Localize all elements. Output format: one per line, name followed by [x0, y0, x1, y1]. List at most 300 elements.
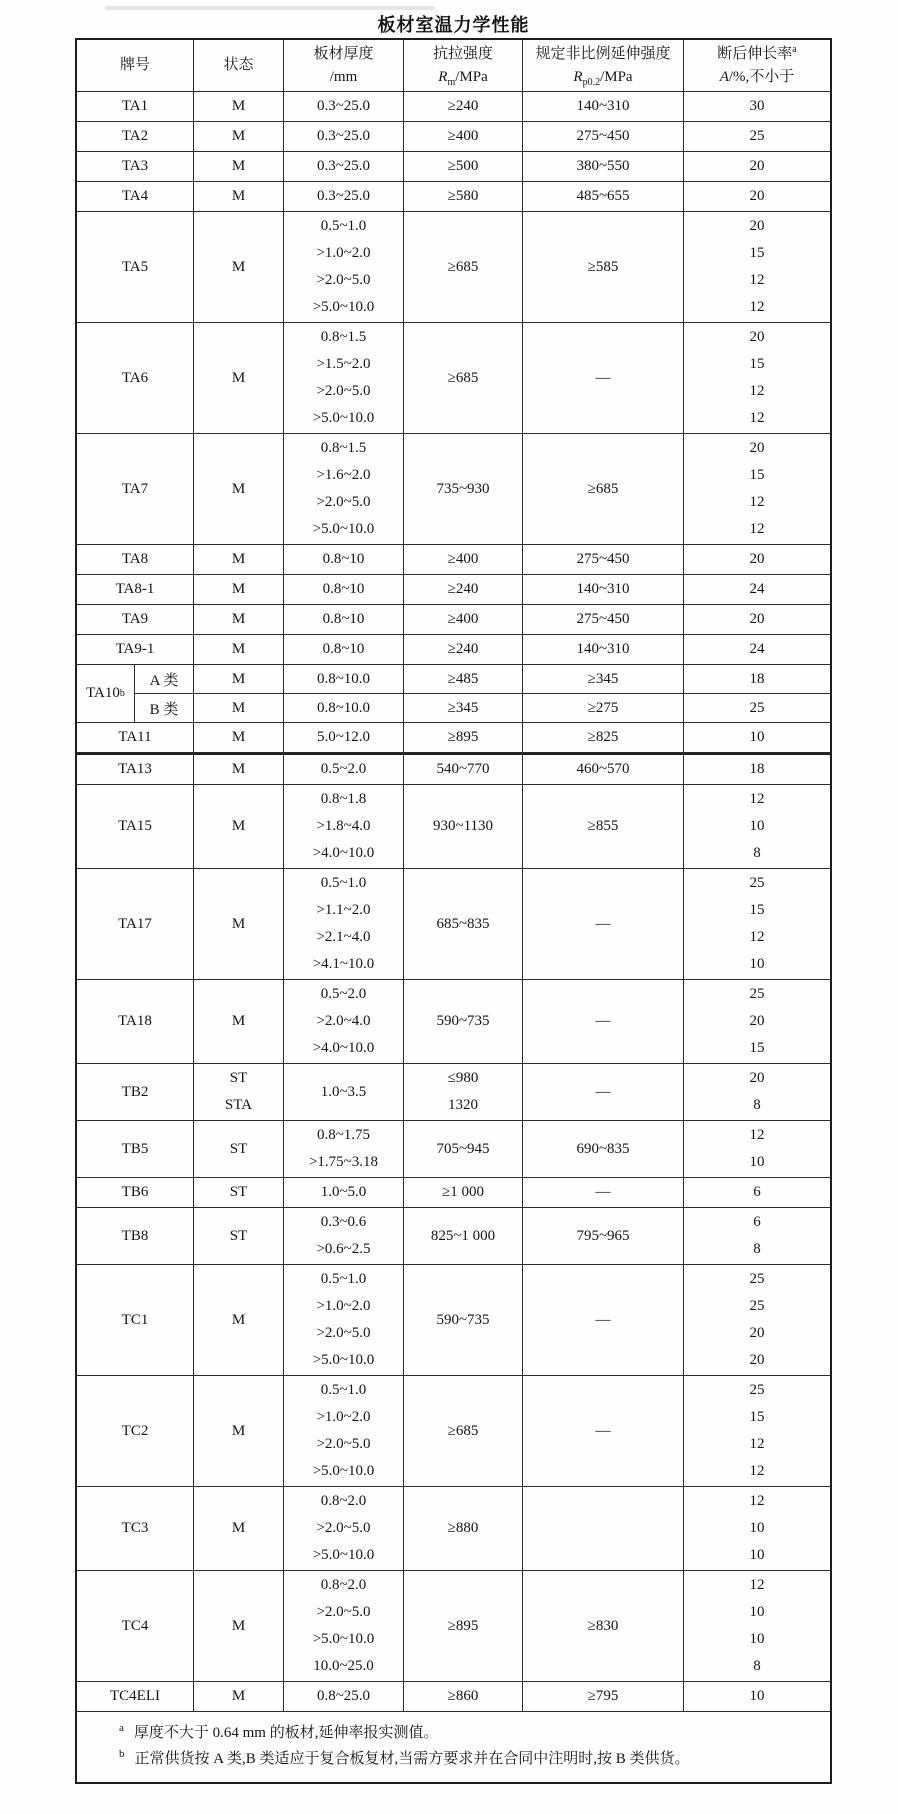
cell-line: >2.0~5.0 [316, 272, 371, 288]
cell-line: 25 [749, 875, 765, 891]
header-tensile-strength [404, 40, 523, 91]
proof-strength-cell [523, 122, 684, 151]
cell-line: 25 [749, 1298, 765, 1314]
elongation-cell [684, 605, 830, 634]
thickness-cell [284, 575, 404, 604]
cell-line: >2.0~4.0 [316, 1013, 371, 1029]
header-thickness [284, 40, 404, 91]
cell-line: — [595, 1184, 611, 1200]
cell-line: TA7 [121, 480, 149, 497]
cell-line: ≥400 [447, 551, 479, 567]
cell-line: 0.5~1.0 [320, 1382, 367, 1398]
cell-line: >1.5~2.0 [316, 356, 371, 372]
cell-line: 0.8~10.0 [316, 670, 371, 687]
state-cell [194, 723, 284, 752]
cell-line: M [231, 128, 246, 144]
state-cell [194, 212, 284, 322]
state-cell [194, 575, 284, 604]
cell-line: >2.0~5.0 [316, 494, 371, 510]
cell-line: 705~945 [436, 1140, 490, 1157]
grade-cell [77, 575, 194, 604]
header-grade [77, 40, 194, 91]
proof-strength-cell [523, 755, 684, 784]
header-elongation-symbol [720, 66, 795, 89]
elongation-cell [684, 1265, 830, 1375]
cell-line: M [231, 1311, 246, 1328]
state-cell [194, 1178, 284, 1207]
state-cell [194, 1208, 284, 1264]
proof-strength-cell [523, 605, 684, 634]
thickness-cell [284, 1571, 404, 1681]
cell-line: M [231, 158, 246, 174]
cell-line: TA1 [121, 98, 149, 114]
elongation-cell [684, 1064, 830, 1120]
rm-unit: /MPa [455, 68, 488, 85]
cell-line: M [231, 641, 246, 657]
cell-line: 795~965 [576, 1227, 630, 1244]
cell-line: >1.8~4.0 [316, 818, 371, 834]
header-state [194, 40, 284, 91]
cell-line: ≥500 [447, 158, 479, 174]
cell-line: TA6 [121, 369, 149, 386]
cell-line: 12 [749, 1577, 765, 1593]
state-cell [194, 1487, 284, 1570]
cell-line: TA11 [118, 729, 152, 745]
state-cell [194, 1571, 284, 1681]
tensile-strength-cell [404, 545, 523, 574]
cell-line: 25 [749, 128, 765, 144]
cell-line: 0.8~1.5 [320, 440, 367, 456]
cell-line: 15 [749, 1409, 765, 1425]
cell-line: ST [229, 1140, 248, 1157]
cell-line: TC3 [121, 1520, 149, 1536]
cell-line: — [595, 1013, 611, 1029]
cell-line: STA [224, 1097, 253, 1113]
grade-cell [77, 323, 194, 433]
cell-line: TA3 [121, 158, 149, 174]
elongation-cell [684, 1376, 830, 1486]
grade-cell [77, 122, 194, 151]
table-subrow [194, 694, 830, 722]
table-header-row [77, 40, 830, 92]
grade-cell [77, 434, 194, 544]
cell-line: M [231, 188, 246, 204]
cell-line: ST [229, 1227, 248, 1244]
cell-line: M [231, 369, 246, 386]
cell-line: 25 [749, 699, 765, 716]
cell-line: 1.0~5.0 [320, 1184, 367, 1200]
tensile-strength-cell [404, 182, 523, 211]
cell-line: 20 [749, 218, 765, 234]
cell-line: 12 [749, 1463, 765, 1479]
cell-line: 590~735 [436, 1013, 490, 1029]
header-proof-label: 规定非比例延伸强度 [535, 45, 671, 62]
cell-line: 24 [749, 581, 765, 597]
table-row [77, 434, 830, 545]
cell-line: TB6 [121, 1184, 149, 1200]
cell-line: 275~450 [576, 551, 630, 567]
footnote-a [119, 1720, 820, 1746]
cell-line: M [231, 915, 246, 932]
tensile-strength-cell [404, 785, 523, 868]
cell-line: 12 [749, 1493, 765, 1509]
table-body [77, 92, 830, 1712]
grade-cell [77, 1487, 194, 1570]
grade-cell [77, 980, 194, 1063]
cell-line: >5.0~10.0 [312, 1547, 375, 1563]
cell-line: ST [229, 1070, 248, 1086]
cell-line: 0.8~25.0 [316, 1688, 371, 1704]
cell-line: TC4ELI [110, 1688, 160, 1704]
subtype-label: B 类 [135, 693, 193, 722]
cell-line: >5.0~10.0 [312, 410, 375, 426]
cell-line: >4.0~10.0 [312, 1040, 375, 1056]
cell-line: ≥485 [447, 670, 479, 687]
tensile-strength-cell [404, 575, 523, 604]
cell-line: >1.0~2.0 [316, 1298, 371, 1314]
cell-line: 6 [753, 1184, 761, 1200]
cell-line: 15 [749, 356, 765, 372]
table-row [77, 635, 830, 665]
cell-line: 12 [749, 383, 765, 399]
cell-line: 1.0~3.5 [320, 1083, 367, 1100]
cell-line: 8 [753, 845, 761, 861]
grade-cell [77, 755, 194, 784]
thickness-cell [284, 755, 404, 784]
cell-line: 25 [749, 1271, 765, 1287]
cell-line: TA9 [121, 611, 149, 627]
proof-strength-cell [523, 434, 684, 544]
properties-table [75, 38, 832, 1784]
cell-line: 20 [749, 440, 765, 456]
elongation-cell [684, 1121, 830, 1177]
cell-line: 0.5~1.0 [320, 1271, 367, 1287]
cell-line: TA9-1 [115, 641, 155, 657]
cell-line: TC2 [121, 1422, 149, 1439]
elongation-cell [684, 1208, 830, 1264]
tensile-strength-cell [404, 1571, 523, 1681]
cell-line: 0.8~2.0 [320, 1577, 367, 1593]
header-tensile-label: 抗拉强度 [432, 45, 493, 62]
footnote-b-marker: b [119, 1748, 125, 1760]
cell-line: M [231, 480, 246, 497]
cell-line: 690~835 [576, 1140, 630, 1157]
cell-line: — [595, 369, 611, 386]
thickness-cell [284, 434, 404, 544]
cell-line: M [231, 258, 246, 275]
elongation-unit: /%,不小于 [728, 68, 795, 85]
tensile-strength-cell [404, 694, 523, 722]
cell-line: 15 [749, 245, 765, 261]
state-cell [194, 665, 284, 693]
cell-line: TA2 [121, 128, 149, 144]
cell-line: 12 [749, 1436, 765, 1452]
proof-strength-cell [523, 1208, 684, 1264]
elongation-cell [684, 122, 830, 151]
grade-cell [77, 1265, 194, 1375]
thickness-cell [284, 1208, 404, 1264]
elongation-text: 断后伸长率 [717, 45, 793, 62]
table-row [77, 753, 830, 785]
cell-line: 540~770 [436, 761, 490, 777]
cell-line: 25 [749, 986, 765, 1002]
cell-line: M [231, 581, 246, 597]
proof-strength-cell [523, 1178, 684, 1207]
cell-line: ≥345 [447, 699, 479, 716]
cell-line: 685~835 [436, 915, 490, 932]
cell-line: 275~450 [576, 611, 630, 627]
proof-strength-cell [523, 635, 684, 664]
header-thickness-unit: /mm [329, 68, 358, 85]
rp-subscript: p0.2 [582, 76, 601, 88]
elongation-cell [684, 980, 830, 1063]
cell-line: ≥240 [447, 641, 479, 657]
cell-line: 0.3~25.0 [316, 158, 371, 174]
cell-line: 825~1 000 [430, 1227, 496, 1244]
footnote-b-text: 正常供货按 A 类,B 类适应于复合板复材,当需方要求并在合同中注明时,按 B 类供货。 [134, 1751, 690, 1767]
tensile-strength-cell [404, 122, 523, 151]
footnotes [77, 1712, 830, 1782]
table-row [77, 665, 830, 723]
cell-line: 12 [749, 1127, 765, 1143]
cell-line: >1.6~2.0 [316, 467, 371, 483]
grade-cell [77, 665, 194, 722]
cell-line: 0.8~2.0 [320, 1493, 367, 1509]
cell-line: 0.3~25.0 [316, 128, 371, 144]
cell-line: 12 [749, 410, 765, 426]
cell-line: ST [229, 1184, 248, 1200]
footnote-a-text: 厚度不大于 0.64 mm 的板材,延伸率报实测值。 [133, 1725, 439, 1741]
footnote-a-ref: a [792, 43, 797, 55]
state-cell [194, 605, 284, 634]
cell-line: TA18 [118, 1013, 152, 1029]
cell-line: 15 [749, 902, 765, 918]
cell-line: M [231, 729, 246, 745]
proof-strength-cell [523, 869, 684, 979]
tensile-strength-cell [404, 635, 523, 664]
state-cell [194, 182, 284, 211]
cell-line: 0.8~10 [322, 581, 365, 597]
grade-text: TA10 [86, 685, 120, 701]
elongation-cell [684, 635, 830, 664]
state-cell [194, 122, 284, 151]
rm-symbol: R [438, 68, 448, 85]
cell-line: 18 [749, 761, 765, 777]
cell-line: 20 [749, 329, 765, 345]
proof-strength-cell [523, 152, 684, 181]
cell-line: >0.6~2.5 [316, 1241, 371, 1257]
cell-line: TB5 [121, 1140, 149, 1157]
state-cell [194, 869, 284, 979]
table-row [77, 1121, 830, 1178]
cell-line: >1.0~2.0 [316, 245, 371, 261]
grade-cell [77, 545, 194, 574]
rm-subscript: m [447, 76, 456, 88]
state-cell [194, 1376, 284, 1486]
cell-line: 0.5~1.0 [320, 218, 367, 234]
grade-cell [77, 723, 194, 752]
thickness-cell [284, 1487, 404, 1570]
elongation-cell [684, 1178, 830, 1207]
cell-line: TB8 [121, 1227, 149, 1244]
cell-line: 460~570 [576, 761, 630, 777]
subtype-rows [194, 665, 830, 722]
cell-line: ≥400 [447, 128, 479, 144]
table-row [77, 212, 830, 323]
cell-line: 0.5~1.0 [320, 875, 367, 891]
cell-line: 0.8~10 [322, 611, 365, 627]
tensile-strength-cell [404, 1064, 523, 1120]
cell-line: >5.0~10.0 [312, 1463, 375, 1479]
cell-line: 20 [749, 551, 765, 567]
state-cell [194, 434, 284, 544]
cell-line: 24 [749, 641, 765, 657]
header-proof-strength [523, 40, 684, 91]
state-cell [194, 323, 284, 433]
cell-line: 20 [749, 158, 765, 174]
tensile-strength-cell [404, 1376, 523, 1486]
cell-line: 0.8~10 [322, 551, 365, 567]
grade-cell [77, 1682, 194, 1711]
proof-strength-cell [523, 785, 684, 868]
tensile-strength-cell [404, 212, 523, 322]
elongation-symbol: A [719, 68, 729, 85]
tensile-strength-cell [404, 1121, 523, 1177]
cell-line: TB2 [121, 1083, 149, 1100]
cell-line: ≥685 [447, 1422, 479, 1439]
table-row [77, 869, 830, 980]
cell-line: M [231, 1617, 246, 1634]
cell-line: M [231, 1688, 246, 1704]
cell-line: 10 [749, 1154, 765, 1170]
cell-line: 0.8~1.5 [320, 329, 367, 345]
state-cell [194, 755, 284, 784]
cell-line: >4.1~10.0 [312, 956, 375, 972]
table-row [77, 980, 830, 1064]
thickness-cell [284, 980, 404, 1063]
cell-line: 30 [749, 98, 765, 114]
cell-line: 0.8~1.8 [320, 791, 367, 807]
proof-strength-cell [523, 694, 684, 722]
grade-cell [77, 212, 194, 322]
state-cell [194, 1265, 284, 1375]
cell-line: M [231, 1013, 246, 1029]
cell-line: >2.0~5.0 [316, 1436, 371, 1452]
elongation-cell [684, 785, 830, 868]
cell-line: M [231, 670, 246, 687]
elongation-cell [684, 212, 830, 322]
grade-cell [77, 182, 194, 211]
elongation-cell [684, 323, 830, 433]
cell-line: 0.5~2.0 [320, 761, 367, 777]
cell-line: 25 [749, 1382, 765, 1398]
cell-line: 140~310 [576, 641, 630, 657]
state-cell [194, 785, 284, 868]
proof-strength-cell [523, 182, 684, 211]
state-cell [194, 92, 284, 121]
cell-line: >1.75~3.18 [308, 1154, 379, 1170]
thickness-cell [284, 1265, 404, 1375]
cell-line: 12 [749, 929, 765, 945]
state-cell [194, 694, 284, 722]
cell-line: 140~310 [576, 581, 630, 597]
cell-line: 18 [749, 670, 765, 687]
elongation-cell [684, 434, 830, 544]
grade-cell [77, 1208, 194, 1264]
header-grade-label: 牌号 [119, 57, 150, 73]
table-row [77, 1064, 830, 1121]
proof-strength-cell [523, 1571, 684, 1681]
grade-cell [77, 1376, 194, 1486]
grade-cell [77, 92, 194, 121]
header-proof-symbol [573, 66, 632, 89]
cell-line: TA17 [118, 915, 152, 932]
cell-line: 10 [749, 729, 765, 745]
proof-strength-cell [523, 212, 684, 322]
tensile-strength-cell [404, 1208, 523, 1264]
cell-line: TA5 [121, 258, 149, 275]
cell-line: TA8-1 [115, 581, 155, 597]
table-row [77, 575, 830, 605]
cell-line: 1320 [448, 1097, 478, 1113]
elongation-cell [684, 1571, 830, 1681]
cell-line: 0.8~1.75 [316, 1127, 371, 1143]
cell-line: >2.0~5.0 [316, 1325, 371, 1341]
cell-line: TC1 [121, 1311, 149, 1328]
cell-line: M [231, 699, 246, 716]
table-row [77, 605, 830, 635]
grade-cell [77, 635, 194, 664]
grade-subtypes [135, 665, 193, 722]
subtype-label: A 类 [149, 672, 179, 689]
elongation-cell [684, 694, 830, 722]
elongation-cell [684, 545, 830, 574]
table-row [77, 1265, 830, 1376]
cell-line: M [231, 1422, 246, 1439]
tensile-strength-cell [404, 869, 523, 979]
cell-line: 8 [753, 1097, 761, 1113]
table-row [77, 545, 830, 575]
cell-line: 735~930 [436, 480, 490, 497]
tensile-strength-cell [404, 323, 523, 433]
cell-line: >5.0~10.0 [312, 1352, 375, 1368]
footnote-a-marker: a [119, 1722, 124, 1734]
cell-line: 930~1130 [432, 818, 494, 834]
cell-line: ≥685 [587, 480, 619, 497]
state-cell [194, 980, 284, 1063]
cell-line: M [231, 611, 246, 627]
tensile-strength-cell [404, 665, 523, 693]
proof-strength-cell [523, 1064, 684, 1120]
cell-line: 8 [753, 1241, 761, 1257]
cell-line: 10 [749, 956, 765, 972]
proof-strength-cell [523, 1265, 684, 1375]
elongation-cell [684, 182, 830, 211]
thickness-cell [284, 212, 404, 322]
table-row [77, 92, 830, 122]
cell-line: ≥855 [587, 818, 619, 834]
tensile-strength-cell [404, 152, 523, 181]
proof-strength-cell [523, 92, 684, 121]
table-row [77, 1208, 830, 1265]
cell-line: ≥795 [587, 1688, 619, 1704]
cell-line: >1.1~2.0 [316, 902, 371, 918]
cell-line: — [595, 1083, 611, 1100]
cell-line: 10 [749, 1520, 765, 1536]
cell-line: 0.3~0.6 [320, 1214, 367, 1230]
cell-line: TA13 [118, 761, 152, 777]
proof-strength-cell [523, 723, 684, 752]
